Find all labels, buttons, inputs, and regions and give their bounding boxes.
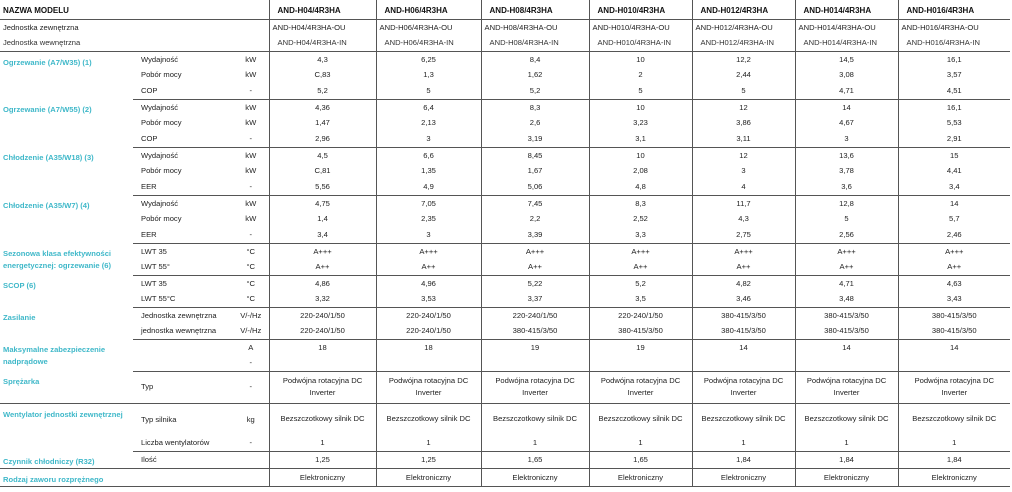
value-cell: Bezszczotkowy silnik DC — [376, 403, 481, 435]
table-row — [0, 323, 1010, 339]
value-cell: 220-240/1/50 — [376, 323, 481, 339]
value-cell: 7,45 — [481, 195, 589, 211]
value-cell: 7,05 — [376, 195, 481, 211]
parameter-label: EER — [133, 179, 233, 195]
value-cell: 3,3 — [589, 227, 692, 243]
value-cell: Elektroniczny — [481, 468, 589, 486]
value-cell: Elektroniczny — [269, 468, 376, 486]
value-cell: A++ — [481, 259, 589, 275]
value-cell: A+++ — [376, 243, 481, 259]
value-cell: 380-415/3/50 — [898, 323, 1010, 339]
value-cell: 10 — [589, 147, 692, 163]
unit-model-code: AND-H012/4R3HA-IN — [692, 35, 795, 51]
value-cell: 380-415/3/50 — [795, 323, 898, 339]
unit-model-code: AND-H06/4R3HA-IN — [376, 35, 481, 51]
value-cell: 1 — [589, 435, 692, 451]
parameter-label: Typ silnika — [141, 414, 177, 424]
parameter-label: COP — [133, 83, 233, 99]
unit-type-label: Jednostka wewnętrzna — [0, 35, 233, 51]
value-cell: 2,96 — [269, 131, 376, 147]
value-cell: 12 — [692, 99, 795, 115]
table-row — [0, 67, 1010, 83]
table-row — [0, 83, 1010, 99]
header-row-outdoor — [0, 19, 1010, 35]
parameter-label: LWT 35 — [141, 246, 167, 256]
parameter-label: Wydajność — [141, 198, 179, 208]
value-cell: 8,3 — [589, 195, 692, 211]
value-cell: 3,86 — [692, 115, 795, 131]
section-category: Ogrzewanie (A7/W55) (2) — [3, 105, 92, 114]
unit-label: - — [233, 83, 269, 99]
value-cell — [269, 355, 376, 371]
value-cell: 3,37 — [481, 291, 589, 307]
value-cell: A+++ — [481, 243, 589, 259]
value-cell: 1,65 — [481, 451, 589, 468]
parameter-label — [133, 355, 233, 371]
value-cell: 14 — [795, 339, 898, 355]
value-cell: A++ — [269, 259, 376, 275]
value-cell: 2,13 — [376, 115, 481, 131]
value-cell: 3,53 — [376, 291, 481, 307]
unit-label: kW — [245, 166, 257, 176]
table-row — [0, 468, 1010, 486]
table-row — [0, 163, 1010, 179]
value-cell: A+++ — [589, 243, 692, 259]
model-label: NAZWA MODELU — [0, 0, 233, 19]
value-cell: C,81 — [269, 163, 376, 179]
table-row — [0, 211, 1010, 227]
value-cell: 3,4 — [898, 179, 1010, 195]
value-cell: Elektroniczny — [898, 468, 1010, 486]
model-name: AND-H012/4R3HA — [692, 0, 795, 19]
value-cell: 2,46 — [898, 227, 1010, 243]
value-cell: 2,08 — [589, 163, 692, 179]
value-cell: 1 — [692, 435, 795, 451]
value-cell: 1,25 — [376, 451, 481, 468]
parameter-label: Ilość — [133, 451, 233, 468]
parameter-label: Wydajność — [141, 150, 179, 160]
parameter-label — [133, 468, 233, 486]
parameter-label: Jednostka zewnętrzna — [141, 310, 217, 320]
model-name: AND-H010/4R3HA — [589, 0, 692, 19]
value-cell: 220-240/1/50 — [481, 307, 589, 323]
value-cell: 5 — [376, 83, 481, 99]
section-category: Chłodzenie (A35/W18) (3) — [3, 153, 94, 162]
section-category: Wentylator jednostki zewnętrznej — [3, 409, 123, 419]
value-cell: A++ — [376, 259, 481, 275]
section-category: SCOP (6) — [3, 281, 36, 290]
value-cell: 4,86 — [269, 275, 376, 291]
table-row — [0, 99, 1010, 115]
value-cell: 3,1 — [589, 131, 692, 147]
table-row — [0, 403, 1010, 435]
unit-model-code: AND-H016/4R3HA-IN — [898, 35, 1010, 51]
parameter-label: Pobór mocy — [141, 118, 182, 128]
value-cell: 1 — [898, 435, 1010, 451]
value-cell: 19 — [481, 339, 589, 355]
value-cell: 8,45 — [481, 147, 589, 163]
value-cell: 3,4 — [269, 227, 376, 243]
value-cell: 3,57 — [898, 67, 1010, 83]
value-cell: A++ — [898, 259, 1010, 275]
value-cell: 2,56 — [795, 227, 898, 243]
unit-label: kW — [245, 70, 257, 80]
value-cell: 11,7 — [692, 195, 795, 211]
unit-label: kW — [245, 214, 257, 224]
value-cell: 380-415/3/50 — [692, 307, 795, 323]
value-cell: Podwójna rotacyjna DC Inverter — [589, 371, 692, 403]
parameter-label: EER — [133, 227, 233, 243]
unit-label: - — [233, 371, 269, 403]
value-cell: 220-240/1/50 — [376, 307, 481, 323]
value-cell: A++ — [589, 259, 692, 275]
value-cell: 3,5 — [589, 291, 692, 307]
value-cell: 220-240/1/50 — [269, 307, 376, 323]
section-category: Zasilanie — [3, 313, 36, 322]
value-cell: 4,41 — [898, 163, 1010, 179]
value-cell: 5,06 — [481, 179, 589, 195]
value-cell: Podwójna rotacyjna DC Inverter — [898, 371, 1010, 403]
model-name: AND-H04/4R3HA — [269, 0, 376, 19]
value-cell: 5 — [692, 83, 795, 99]
parameter-label — [133, 339, 233, 355]
value-cell: 1,84 — [898, 451, 1010, 468]
value-cell: 5,7 — [898, 211, 1010, 227]
value-cell: 12 — [692, 147, 795, 163]
table-row — [0, 195, 1010, 211]
value-cell: 5,2 — [589, 275, 692, 291]
value-cell: 3,43 — [898, 291, 1010, 307]
parameter-label: Pobór mocy — [141, 70, 182, 80]
value-cell: 2,2 — [481, 211, 589, 227]
value-cell: 12,8 — [795, 195, 898, 211]
value-cell: 380-415/3/50 — [898, 307, 1010, 323]
header-row-model — [0, 0, 1010, 19]
table-row — [0, 227, 1010, 243]
value-cell: A+++ — [269, 243, 376, 259]
value-cell: 5 — [795, 211, 898, 227]
value-cell: 4,82 — [692, 275, 795, 291]
table-row — [0, 147, 1010, 163]
table-row — [0, 307, 1010, 323]
value-cell: 1,4 — [269, 211, 376, 227]
value-cell: 4,8 — [589, 179, 692, 195]
unit-label: kW — [245, 118, 257, 128]
value-cell: 2 — [589, 67, 692, 83]
unit-label: V/-/Hz — [233, 323, 269, 339]
value-cell: 1 — [269, 435, 376, 451]
table-row — [0, 179, 1010, 195]
parameter-label: Pobór mocy — [141, 166, 182, 176]
value-cell: 2,6 — [481, 115, 589, 131]
value-cell: Elektroniczny — [795, 468, 898, 486]
value-cell: 4 — [692, 179, 795, 195]
value-cell — [898, 355, 1010, 371]
parameter-label: LWT 55° — [133, 259, 233, 275]
unit-model-code: AND-H06/4R3HA-OU — [376, 19, 481, 35]
value-cell: Podwójna rotacyjna DC Inverter — [481, 371, 589, 403]
parameter-label: Wydajność — [141, 54, 179, 64]
value-cell: 10 — [589, 51, 692, 67]
model-name: AND-H016/4R3HA — [898, 0, 1010, 19]
value-cell: 16,1 — [898, 51, 1010, 67]
value-cell: 8,4 — [481, 51, 589, 67]
unit-label: - — [233, 131, 269, 147]
value-cell: 16,1 — [898, 99, 1010, 115]
table-row — [0, 291, 1010, 307]
value-cell — [692, 355, 795, 371]
unit-label: °C — [233, 259, 269, 275]
value-cell: 14 — [692, 339, 795, 355]
value-cell: 3,39 — [481, 227, 589, 243]
value-cell: 380-415/3/50 — [692, 323, 795, 339]
unit-label: A — [248, 342, 254, 352]
value-cell: Podwójna rotacyjna DC Inverter — [376, 371, 481, 403]
section-category: Ogrzewanie (A7/W35) (1) — [3, 57, 92, 67]
value-cell: 5 — [589, 83, 692, 99]
value-cell: 3,11 — [692, 131, 795, 147]
value-cell: 10 — [589, 99, 692, 115]
value-cell — [376, 355, 481, 371]
value-cell: 8,3 — [481, 99, 589, 115]
value-cell: 3,23 — [589, 115, 692, 131]
value-cell: 14,5 — [795, 51, 898, 67]
unit-model-code: AND-H04/4R3HA-OU — [269, 19, 376, 35]
parameter-label: Wydajność — [141, 102, 179, 112]
value-cell: 5,22 — [481, 275, 589, 291]
table-row — [0, 451, 1010, 468]
value-cell: A++ — [795, 259, 898, 275]
value-cell: A++ — [692, 259, 795, 275]
table-row — [0, 435, 1010, 451]
model-name: AND-H06/4R3HA — [376, 0, 481, 19]
value-cell: 220-240/1/50 — [269, 323, 376, 339]
value-cell: 380-415/3/50 — [481, 323, 589, 339]
value-cell: Podwójna rotacyjna DC Inverter — [692, 371, 795, 403]
unit-label: kW — [245, 150, 257, 160]
value-cell: 1,3 — [376, 67, 481, 83]
value-cell: 4,71 — [795, 275, 898, 291]
value-cell: 5,56 — [269, 179, 376, 195]
unit-label: - — [233, 435, 269, 451]
value-cell: 5,53 — [898, 115, 1010, 131]
unit-model-code: AND-H012/4R3HA-OU — [692, 19, 795, 35]
unit-label — [233, 468, 269, 486]
value-cell: 380-415/3/50 — [795, 307, 898, 323]
value-cell: Bezszczotkowy silnik DC — [589, 403, 692, 435]
value-cell: Bezszczotkowy silnik DC — [692, 403, 795, 435]
value-cell: 2,75 — [692, 227, 795, 243]
value-cell: Elektroniczny — [589, 468, 692, 486]
value-cell: 4,96 — [376, 275, 481, 291]
section-category: Chłodzenie (A35/W7) (4) — [3, 201, 90, 210]
value-cell: A+++ — [692, 243, 795, 259]
section-category: Sezonowa klasa efektywności energetycznej: ogrzewanie (6) — [3, 249, 112, 270]
parameter-label: COP — [133, 131, 233, 147]
value-cell: 3,32 — [269, 291, 376, 307]
unit-model-code: AND-H014/4R3HA-OU — [795, 19, 898, 35]
unit-model-code: AND-H010/4R3HA-IN — [589, 35, 692, 51]
value-cell: 14 — [795, 99, 898, 115]
model-name: AND-H08/4R3HA — [481, 0, 589, 19]
value-cell — [481, 355, 589, 371]
table-row — [0, 259, 1010, 275]
value-cell: Elektroniczny — [376, 468, 481, 486]
value-cell: 2,44 — [692, 67, 795, 83]
value-cell: 13,6 — [795, 147, 898, 163]
table-row — [0, 275, 1010, 291]
value-cell: 5,2 — [481, 83, 589, 99]
value-cell: 6,6 — [376, 147, 481, 163]
parameter-label: LWT 55°C — [133, 291, 233, 307]
value-cell: 4,9 — [376, 179, 481, 195]
value-cell: A+++ — [898, 243, 1010, 259]
unit-label: - — [233, 179, 269, 195]
table-row — [0, 51, 1010, 67]
value-cell: 4,75 — [269, 195, 376, 211]
unit-model-code: AND-H014/4R3HA-IN — [795, 35, 898, 51]
value-cell: 3 — [795, 131, 898, 147]
value-cell: 2,91 — [898, 131, 1010, 147]
value-cell: 2,35 — [376, 211, 481, 227]
unit-model-code: AND-H08/4R3HA-OU — [481, 19, 589, 35]
value-cell: 4,36 — [269, 99, 376, 115]
value-cell: 18 — [269, 339, 376, 355]
table-row — [0, 115, 1010, 131]
value-cell: Elektroniczny — [692, 468, 795, 486]
value-cell: 6,25 — [376, 51, 481, 67]
section-category: Czynnik chłodniczy (R32) — [0, 451, 133, 468]
value-cell: 4,63 — [898, 275, 1010, 291]
unit-label: - — [233, 227, 269, 243]
value-cell — [795, 355, 898, 371]
section-category: Rodzaj zaworu rozprężnego — [0, 468, 133, 486]
table-row — [0, 355, 1010, 371]
value-cell: 15 — [898, 147, 1010, 163]
value-cell: 1,35 — [376, 163, 481, 179]
section-category: Sprężarka — [0, 371, 133, 403]
unit-label: V/-/Hz — [240, 310, 262, 320]
value-cell: 4,3 — [269, 51, 376, 67]
parameter-label: LWT 35 — [141, 278, 167, 288]
value-cell: 380-415/3/50 — [589, 323, 692, 339]
value-cell: 1,67 — [481, 163, 589, 179]
value-cell: 1 — [795, 435, 898, 451]
value-cell: Podwójna rotacyjna DC Inverter — [795, 371, 898, 403]
value-cell: 3,46 — [692, 291, 795, 307]
section-category: Maksymalne zabezpieczenie nadprądowe — [3, 345, 106, 366]
unit-label — [233, 451, 269, 468]
unit-label: °C — [233, 291, 269, 307]
value-cell: Bezszczotkowy silnik DC — [898, 403, 1010, 435]
table-row — [0, 243, 1010, 259]
value-cell: 3,6 — [795, 179, 898, 195]
value-cell: 5,2 — [269, 83, 376, 99]
parameter-label: Liczba wentylatorów — [133, 435, 233, 451]
value-cell: 12,2 — [692, 51, 795, 67]
value-cell: 220-240/1/50 — [589, 307, 692, 323]
unit-model-code: AND-H08/4R3HA-IN — [481, 35, 589, 51]
header-row-indoor — [0, 35, 1010, 51]
table-row — [0, 131, 1010, 147]
value-cell: 1,47 — [269, 115, 376, 131]
unit-label: °C — [246, 278, 256, 288]
value-cell: 4,71 — [795, 83, 898, 99]
value-cell: Bezszczotkowy silnik DC — [481, 403, 589, 435]
value-cell: 3,78 — [795, 163, 898, 179]
value-cell: 4,67 — [795, 115, 898, 131]
parameter-label: jednostka wewnętrzna — [133, 323, 233, 339]
value-cell: 14 — [898, 339, 1010, 355]
value-cell: 19 — [589, 339, 692, 355]
parameter-label: Pobór mocy — [141, 214, 182, 224]
unit-label: kW — [245, 54, 257, 64]
value-cell: 1,84 — [795, 451, 898, 468]
value-cell: 4,5 — [269, 147, 376, 163]
value-cell: 4,3 — [692, 211, 795, 227]
value-cell: 4,51 — [898, 83, 1010, 99]
unit-label: °C — [246, 246, 256, 256]
model-name: AND-H014/4R3HA — [795, 0, 898, 19]
value-cell: 1,84 — [692, 451, 795, 468]
value-cell: 14 — [898, 195, 1010, 211]
unit-model-code: AND-H04/4R3HA-IN — [269, 35, 376, 51]
value-cell: 3,08 — [795, 67, 898, 83]
value-cell: 1 — [481, 435, 589, 451]
unit-label: - — [233, 355, 269, 371]
unit-type-label: Jednostka zewnętrzna — [3, 22, 79, 32]
value-cell: 3 — [692, 163, 795, 179]
value-cell: 1,65 — [589, 451, 692, 468]
table-row — [0, 339, 1010, 355]
value-cell: 6,4 — [376, 99, 481, 115]
value-cell: 3,48 — [795, 291, 898, 307]
value-cell: 2,52 — [589, 211, 692, 227]
parameter-label: Typ — [133, 371, 233, 403]
value-cell — [589, 355, 692, 371]
table-row — [0, 371, 1010, 403]
unit-label: kg — [246, 414, 255, 424]
value-cell: A+++ — [795, 243, 898, 259]
unit-label: kW — [245, 198, 257, 208]
unit-model-code: AND-H010/4R3HA-OU — [589, 19, 692, 35]
value-cell: 18 — [376, 339, 481, 355]
value-cell: 1,62 — [481, 67, 589, 83]
value-cell: Podwójna rotacyjna DC Inverter — [269, 371, 376, 403]
value-cell: C,83 — [269, 67, 376, 83]
value-cell: 3 — [376, 131, 481, 147]
unit-model-code: AND-H016/4R3HA-OU — [898, 19, 1010, 35]
unit-label: kW — [245, 102, 257, 112]
value-cell: Bezszczotkowy silnik DC — [795, 403, 898, 435]
value-cell: 3,19 — [481, 131, 589, 147]
value-cell: 3 — [376, 227, 481, 243]
value-cell: Bezszczotkowy silnik DC — [269, 403, 376, 435]
value-cell: 1,25 — [269, 451, 376, 468]
value-cell: 1 — [376, 435, 481, 451]
